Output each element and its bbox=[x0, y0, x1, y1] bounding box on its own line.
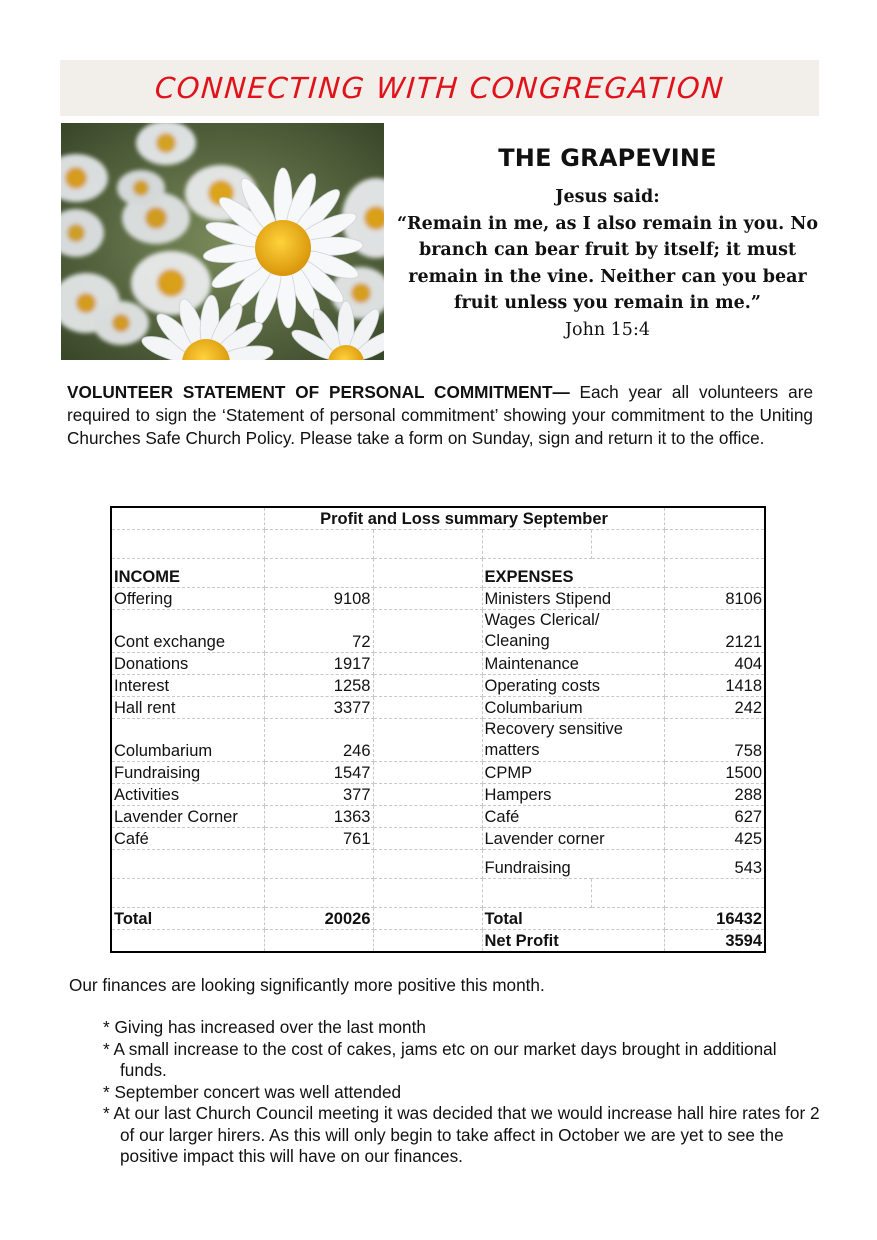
table-row bbox=[111, 850, 765, 879]
bullet-item: * Giving has increased over the last month bbox=[103, 1017, 426, 1037]
daisy-flowers-icon bbox=[61, 123, 384, 360]
income-label bbox=[111, 850, 264, 879]
banner-title: CONNECTING WITH CONGREGATION bbox=[153, 71, 726, 105]
expense-value: 758 bbox=[664, 719, 765, 762]
table-header-row bbox=[111, 559, 765, 588]
expense-label: Recovery sensitive matters bbox=[482, 719, 664, 762]
income-label: Columbarium bbox=[111, 719, 264, 762]
table-row bbox=[111, 697, 765, 719]
net-profit-label: Net Profit bbox=[482, 930, 664, 953]
income-value: 1258 bbox=[264, 675, 373, 697]
notice-heading: VOLUNTEER STATEMENT OF PERSONAL COMMITMENT— bbox=[67, 382, 570, 402]
expense-label: Columbarium bbox=[482, 697, 664, 719]
income-total-label: Total bbox=[111, 908, 264, 930]
expense-value: 543 bbox=[664, 850, 765, 879]
table-row bbox=[111, 653, 765, 675]
bullet-item: * A small increase to the cost of cakes, jams etc on our market days brought in additional funds. bbox=[103, 1038, 777, 1080]
table-row bbox=[111, 588, 765, 610]
daisy-photo bbox=[61, 123, 384, 360]
income-label: Interest bbox=[111, 675, 264, 697]
income-label: Hall rent bbox=[111, 697, 264, 719]
income-value bbox=[264, 850, 373, 879]
income-value: 72 bbox=[264, 610, 373, 653]
masthead bbox=[395, 140, 820, 343]
income-value: 1363 bbox=[264, 806, 373, 828]
table-title: Profit and Loss summary September bbox=[264, 507, 664, 530]
finance-summary: Our finances are looking significantly more positive this month. bbox=[69, 975, 545, 995]
income-value: 246 bbox=[264, 719, 373, 762]
income-label: Offering bbox=[111, 588, 264, 610]
table-title-row bbox=[111, 507, 765, 530]
expense-value: 404 bbox=[664, 653, 765, 675]
net-profit-value: 3594 bbox=[664, 930, 765, 953]
bullet-item: * September concert was well attended bbox=[103, 1081, 402, 1102]
expense-label: Lavender corner bbox=[482, 828, 664, 850]
finance-bullet-list bbox=[103, 1017, 823, 1168]
income-label: Activities bbox=[111, 784, 264, 806]
table-row bbox=[111, 610, 765, 653]
expense-label: Wages Clerical/ Cleaning bbox=[482, 610, 664, 653]
income-label: Lavender Corner bbox=[111, 806, 264, 828]
expense-value: 1500 bbox=[664, 762, 765, 784]
expense-value: 242 bbox=[664, 697, 765, 719]
expense-value: 627 bbox=[664, 806, 765, 828]
verse-text: “Remain in me, as I also remain in you. No branch can bear fruit by itself; it must remain in the vine. Neither can you bear fruit unless you remain in me.” bbox=[396, 213, 819, 313]
income-value: 377 bbox=[264, 784, 373, 806]
income-label: Cont exchange bbox=[111, 610, 264, 653]
expense-value: 288 bbox=[664, 784, 765, 806]
table-row bbox=[111, 675, 765, 697]
table-row bbox=[111, 762, 765, 784]
expense-value: 425 bbox=[664, 828, 765, 850]
table-spacer-row bbox=[111, 879, 765, 908]
income-label: Café bbox=[111, 828, 264, 850]
income-value: 1547 bbox=[264, 762, 373, 784]
table-row bbox=[111, 719, 765, 762]
income-header: INCOME bbox=[111, 559, 264, 588]
table-row bbox=[111, 806, 765, 828]
expense-label: Ministers Stipend bbox=[482, 588, 664, 610]
income-value: 3377 bbox=[264, 697, 373, 719]
expense-label: Fundraising bbox=[482, 850, 664, 879]
expense-label: Café bbox=[482, 806, 664, 828]
table-row bbox=[111, 784, 765, 806]
notice-body: Each year all volunteers are required to sign the ‘Statement of personal commitment’ showing your commitment to the Uniting Churches Safe Church Policy. Please take a form on Sunday, sign and return it to the office. bbox=[67, 382, 814, 448]
expense-value: 2121 bbox=[664, 610, 765, 653]
expense-label: Maintenance bbox=[482, 653, 664, 675]
table-spacer-row bbox=[111, 530, 765, 559]
header-banner bbox=[60, 60, 819, 116]
expenses-header: EXPENSES bbox=[482, 559, 664, 588]
income-total-value: 20026 bbox=[264, 908, 373, 930]
expense-label: Hampers bbox=[482, 784, 664, 806]
table-net-profit-row bbox=[111, 930, 765, 953]
income-label: Fundraising bbox=[111, 762, 264, 784]
table-body bbox=[111, 588, 765, 879]
profit-loss-table bbox=[110, 506, 766, 953]
expense-value: 1418 bbox=[664, 675, 765, 697]
expense-label: CPMP bbox=[482, 762, 664, 784]
expense-value: 8106 bbox=[664, 588, 765, 610]
newsletter-title: THE GRAPEVINE bbox=[498, 144, 717, 172]
verse-intro: Jesus said: bbox=[555, 187, 660, 207]
expense-total-value: 16432 bbox=[664, 908, 765, 930]
table-total-row bbox=[111, 908, 765, 930]
income-label: Donations bbox=[111, 653, 264, 675]
expense-label: Operating costs bbox=[482, 675, 664, 697]
volunteer-notice bbox=[67, 381, 813, 450]
table-row bbox=[111, 828, 765, 850]
verse-reference: John 15:4 bbox=[565, 319, 650, 340]
income-value: 761 bbox=[264, 828, 373, 850]
bullet-item: * At our last Church Council meeting it was decided that we would increase hall hire rates for 2 of our larger hirers. As this will only begin to take affect in October we are yet to see the positive impact this will have on our finances. bbox=[103, 1103, 820, 1166]
income-value: 1917 bbox=[264, 653, 373, 675]
expense-total-label: Total bbox=[482, 908, 664, 930]
income-value: 9108 bbox=[264, 588, 373, 610]
